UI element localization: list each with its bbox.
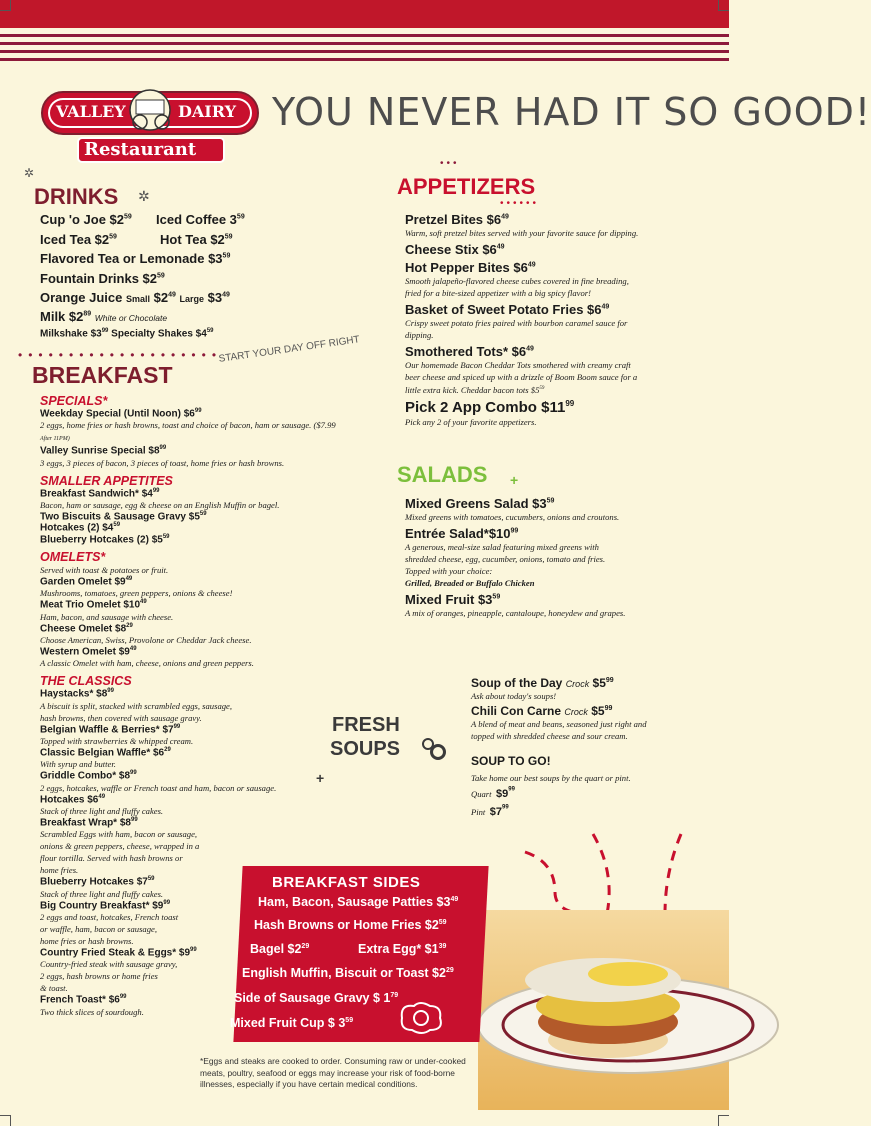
dots-decoration: •••••• — [500, 198, 540, 209]
classics-heading: THE CLASSICS — [40, 674, 132, 689]
sparkle-icon: ✲ — [138, 188, 150, 204]
salads-heading: SALADS — [397, 462, 488, 487]
fresh-soups-heading-2: SOUPS — [330, 738, 401, 760]
disclaimer: *Eggs and steaks are cooked to order. Consuming raw or under-cooked meats, poultry, seafood or eggs may increase your risk of food-borne illnesses, especially if you have certain medical conditions. — [200, 1056, 466, 1089]
top-stripe — [0, 42, 729, 45]
soups-column: Soup of the Day Crock $\$5^{99}$ Ask about today's soups! Chili Con Carne Crock $\$5^{99}$ A blend of meat and beans, seasoned just right and topped with shredded cheese and sour cream. SOUP TO GO! Take home our best soups by the quart or pint. Quart $\$9^{99}$ Pint $\$7^{99}$ — [471, 676, 647, 818]
valley-dairy-logo — [40, 86, 260, 166]
logo-text-valley: VALLEY — [56, 102, 126, 121]
salads-column: Mixed Greens Salad $\$3^{59}$ Mixed greens with tomatoes, cucumbers, onions and croutons. Entrée $Salad*\$10^{99}$ A generous, meal-size salad featuring mixed greens with shredded cheese, egg, cucumber, onions, tomato and fries. Topped with your choice: Grilled, Breaded or Buffalo Chicken Mixed Fruit $\$3^{59}$ A mix of oranges, pineapple, cantaloupe, honeydew and grapes. — [405, 496, 626, 618]
drink-item: Hot Tea $\$2^{59}$ — [160, 232, 233, 247]
plus-icon: + — [316, 770, 325, 786]
dotted-divider: •••••••••••••••••••• — [18, 348, 223, 362]
side-item: Mixed Fruit Cup $ $3^{59}$ — [230, 1016, 354, 1030]
fresh-soups-heading-1: FRESH — [332, 714, 400, 736]
specials-heading: SPECIALS* — [40, 394, 108, 408]
drink-item: Iced Coffee $3^{59}$ — [156, 212, 245, 227]
smaller-appetites-heading: SMALLER APPETITES — [40, 473, 173, 488]
side-item: Ham, Bacon, Sausage Patties $\$3^{49}$ — [258, 895, 459, 909]
side-item: Extra Egg* $\$1^{39}$ — [358, 942, 447, 956]
tagline: YOU NEVER HAD IT SO GOOD! — [272, 90, 871, 134]
sparkle-icon: ✲ — [24, 166, 35, 180]
side-item: English Muffin, Biscuit or Toast $\$2^{29}$ — [242, 966, 454, 980]
drink-milk: Milk $\$2^{89}$ White or Chocolate — [40, 309, 168, 324]
crop-mark — [0, 1115, 11, 1126]
appetizers-column: Pretzel Bites $\$6^{49}$ Warm, soft pretzel bites served with your favorite sauce for dipping. Cheese Stix $\$6^{49}$ Hot Pepper Bites $\$6^{49}$ Smooth jalapeño-flavored cheese cubes covered in fine breading, fried for a bite-sized appetizer with a big spicy flavor! Basket of Sweet Potato Fries $\$6^{49}$ Crispy sweet potato fries paired with bourbon caramel sauce for dipping. Smothered Tots* $\$6^{49}$ Our homemade Bacon Cheddar Tots smothered with creamy craft beer cheese and spiced up with a drizzle of Boom Boom sauce for a little extra kick. Cheddar bacon tots $\$5^{59}$ Pick 2 App Combo $\$11^{99}$ Pick any 2 of your favorite appetizers. — [405, 212, 639, 427]
drinks-heading: DRINKS — [34, 184, 119, 209]
breakfast-tagline: START YOUR DAY OFF RIGHT — [218, 334, 361, 365]
crop-mark — [718, 0, 729, 11]
breakfast-column: SPECIALS* Weekday Special (Until Noon) $\$6^{99}$ 2 eggs, home fries or hash browns, toast and choice of bacon, ham or sausage. ($7.99 After 11PM) Valley Sunrise Special $\$8^{99}$ 3 eggs, 3 pieces of bacon, 3 pieces of toast, home fries or hash browns. SMALLER APPETITES Breakfast Sandwich* $\$4^{99}$ Bacon, ham or sausage, egg & cheese on an English Muffin or bagel. Two Biscuits & Sausage Gravy $\$5^{59}$ Hotcakes (2) $\$4^{59}$ Blueberry Hotcakes (2) $\$5^{59}$ OMELETS* Served with toast & potatoes or fruit. Garden Omelet $\$9^{49}$ Mushrooms, tomatoes, green peppers, onions & cheese! Meat Trio Omelet $\$10^{49}$ Ham, bacon, and sausage with cheese. Cheese Omelet $\$8^{29}$ Choose American, Swiss, Provolone or Cheddar Jack cheese. Western Omelet $\$9^{49}$ A classic Omelet with ham, cheese, onions and green peppers. THE CLASSICS Haystacks* $\$8^{99}$ A biscuit is split, stacked with scrambled eggs, sausage, hash browns, then covered with sausage gravy. Belgian Waffle & Berries* $\$7^{99}$ Topped with strawberries & whipped cream. Classic Belgian Waffle* $\$6^{29}$ With syrup and butter. Griddle Combo* $\$8^{99}$ 2 eggs, hotcakes, waffle or French toast and ham, bacon or sausage. Hotcakes $\$6^{49}$ Stack of three light and fluffy cakes. Breakfast Wrap* $\$8^{99}$ Scrambled Eggs with ham, bacon or sausage, onions & green peppers, cheese, wrapped in a flour tortilla. Served with hash browns or home fries. Blueberry Hotcakes $\$7^{59}$ Stack of three light and fluffy cakes. Big Country Breakfast* $\$9^{99}$ 2 eggs and toast, hotcakes, French toast or waffle, ham, bacon or sausage, home fries or hash browns. Country Fried Steak & Eggs* $\$9^{99}$ Country-fried steak with sausage gravy, 2 eggs, hash browns or home fries & toast. French Toast* $\$6^{99}$ Two thick slices of sourdough. — [40, 394, 340, 1018]
top-stripe — [0, 58, 729, 61]
drink-shakes: Milkshake $\$3^{99}$ Specialty Shakes $\$4^{59}$ — [40, 328, 214, 340]
drink-orange-juice: Orange Juice Small $\$2^{49}$ Large $\$3^{49}$ — [40, 290, 230, 305]
side-item: Side of Sausage Gravy $ $1^{79}$ — [234, 991, 399, 1005]
egg-icon — [398, 1000, 444, 1036]
crop-mark — [0, 0, 11, 11]
drink-item: Flavored Tea or Lemonade $\$3^{59}$ — [40, 251, 231, 266]
breakfast-heading: BREAKFAST — [32, 362, 173, 388]
breakfast-sides-heading: BREAKFAST SIDES — [272, 874, 421, 891]
dots-decoration: ••• — [440, 158, 460, 169]
crop-mark — [718, 1115, 729, 1126]
drink-item: Fountain Drinks $\$2^{59}$ — [40, 271, 165, 286]
side-item: Hash Browns or Home Fries $\$2^{59}$ — [254, 918, 447, 932]
logo-text-restaurant: Restaurant — [84, 139, 197, 160]
side-item: Bagel $\$2^{29}$ — [250, 942, 310, 956]
logo-text-dairy: DAIRY — [178, 102, 236, 121]
bubble-icon — [430, 744, 446, 760]
plus-icon: + — [510, 472, 519, 488]
top-stripe — [0, 50, 729, 53]
top-stripe — [0, 34, 729, 37]
breakfast-sandwich-photo — [478, 910, 729, 1110]
drink-item: Cup 'o Joe $\$2^{59}$ — [40, 212, 132, 227]
omelets-heading: OMELETS* — [40, 549, 106, 564]
steam-decoration — [515, 832, 715, 922]
appetizers-heading: APPETIZERS — [397, 174, 536, 199]
drink-item: Iced Tea $\$2^{59}$ — [40, 232, 117, 247]
top-banner — [0, 0, 729, 28]
